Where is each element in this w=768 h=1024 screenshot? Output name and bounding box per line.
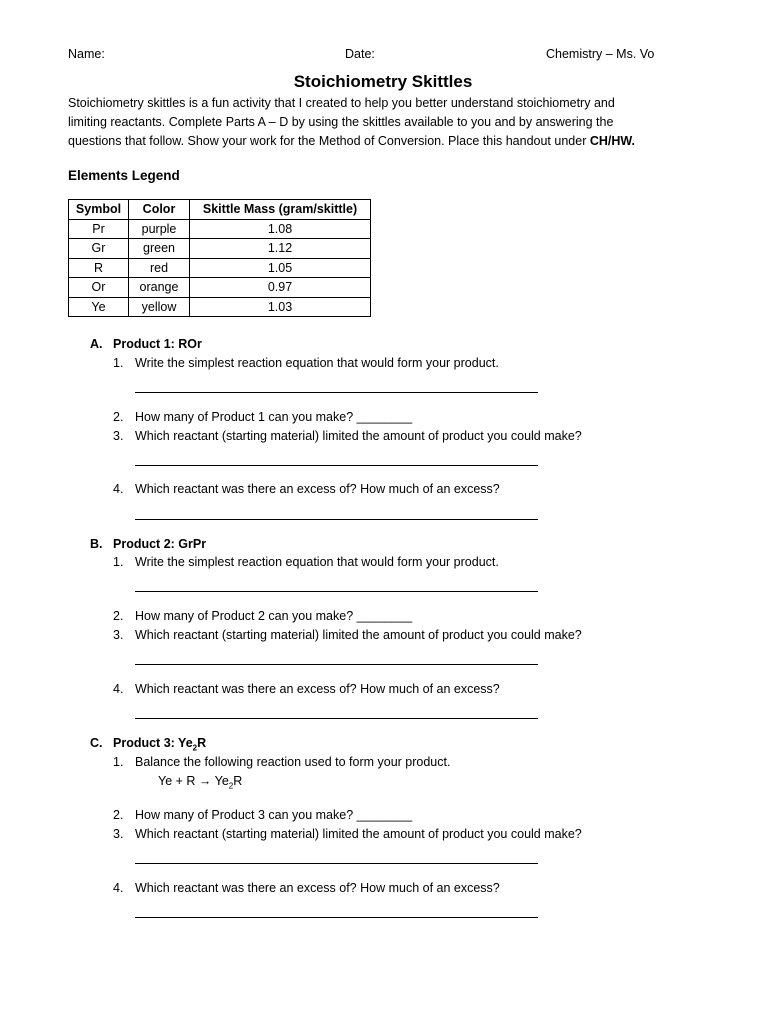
question-number: 4. [113,682,124,696]
question-number: 3. [113,429,124,443]
table-cell: yellow [129,297,190,317]
subscript: 2 [192,743,198,753]
answer-line[interactable] [135,863,538,864]
table-row [69,297,371,317]
table-header-row [69,200,371,220]
reaction-equation [158,774,242,791]
equation-part: R [233,774,243,788]
table-row [69,219,371,239]
table-cell: purple [129,219,190,239]
course-label: Chemistry – Ms. Vo [546,47,655,61]
section-title: Product 2: GrPr [113,537,207,551]
question-text: Which reactant was there an excess of? How much of an excess? [135,881,500,895]
answer-line[interactable] [135,917,538,918]
answer-line[interactable] [135,718,538,719]
section-letter: A. [90,337,103,351]
question [113,827,582,841]
question [113,429,582,443]
title-part: Product 3: Ye [113,736,193,750]
column-header: Color [129,200,190,220]
question-text: Which reactant was there an excess of? How much of an excess? [135,482,500,496]
question-number: 2. [113,410,124,424]
question [113,808,412,822]
question-text: Which reactant (starting material) limited the amount of product you could make? [135,827,582,841]
question [113,881,500,895]
section-c-heading [90,736,206,753]
table-cell: Ye [69,297,129,317]
page-title: Stoichiometry Skittles [293,72,473,91]
intro-paragraph [68,94,693,151]
answer-line[interactable] [135,591,538,592]
question-number: 4. [113,482,124,496]
name-label: Name: [68,47,105,61]
question-text: Which reactant (starting material) limited the amount of product you could make? [135,628,582,642]
question-text: Write the simplest reaction equation that would form your product. [135,555,499,569]
date-label: Date: [345,47,375,61]
section-a-heading [90,337,202,351]
section-title [113,736,207,753]
table-row [69,278,371,298]
table-cell: red [129,258,190,278]
question-text: How many of Product 3 can you make? ________ [135,808,413,822]
subscript: 2 [228,781,234,791]
table-cell: Gr [69,239,129,259]
question [113,628,582,642]
question-number: 2. [113,609,124,623]
table-cell: 1.05 [190,258,371,278]
table-cell: 1.12 [190,239,371,259]
table-cell: 1.08 [190,219,371,239]
section-b-heading [90,537,206,551]
question [113,682,500,696]
elements-legend-table [68,199,371,317]
intro-text: questions that follow. Show your work for the Method of Conversion. Place this handout under [68,134,590,148]
section-letter: B. [90,537,103,551]
question-number: 1. [113,755,124,769]
table-row [69,239,371,259]
table-cell: Pr [69,219,129,239]
question-text: How many of Product 1 can you make? ________ [135,410,413,424]
question [113,482,500,496]
question-number: 1. [113,356,124,370]
intro-line [68,132,693,151]
table-cell: Or [69,278,129,298]
question-number: 4. [113,881,124,895]
question-text: Balance the following reaction used to form your product. [135,755,451,769]
table-cell: orange [129,278,190,298]
answer-line[interactable] [135,465,538,466]
question [113,609,412,623]
equation-part: Ye + R → Ye [158,774,229,788]
table-row [69,258,371,278]
question-text: Which reactant (starting material) limited the amount of product you could make? [135,429,582,443]
question-text: How many of Product 2 can you make? ________ [135,609,413,623]
table-cell: 1.03 [190,297,371,317]
table-cell: 0.97 [190,278,371,298]
legend-heading: Elements Legend [68,168,180,183]
section-letter: C. [90,736,103,750]
question-number: 3. [113,827,124,841]
question [113,410,412,424]
answer-line[interactable] [135,519,538,520]
question-text: Which reactant was there an excess of? How much of an excess? [135,682,500,696]
table-cell: R [69,258,129,278]
question-text: Write the simplest reaction equation that would form your product. [135,356,499,370]
question [113,356,499,370]
question-number: 3. [113,628,124,642]
column-header: Skittle Mass (gram/skittle) [190,200,371,220]
question-number: 1. [113,555,124,569]
question [113,755,450,769]
section-title: Product 1: ROr [113,337,202,351]
answer-line[interactable] [135,664,538,665]
intro-line: limiting reactants. Complete Parts A – D by using the skittles available to you and by answering the [68,115,614,129]
header-row [68,47,688,65]
intro-bold: CH/HW. [589,134,635,148]
title-part: R [197,736,207,750]
intro-line: Stoichiometry skittles is a fun activity that I created to help you better understand stoichiometry and [68,96,615,110]
question-number: 2. [113,808,124,822]
question [113,555,499,569]
answer-line[interactable] [135,392,538,393]
column-header: Symbol [69,200,129,220]
table-cell: green [129,239,190,259]
